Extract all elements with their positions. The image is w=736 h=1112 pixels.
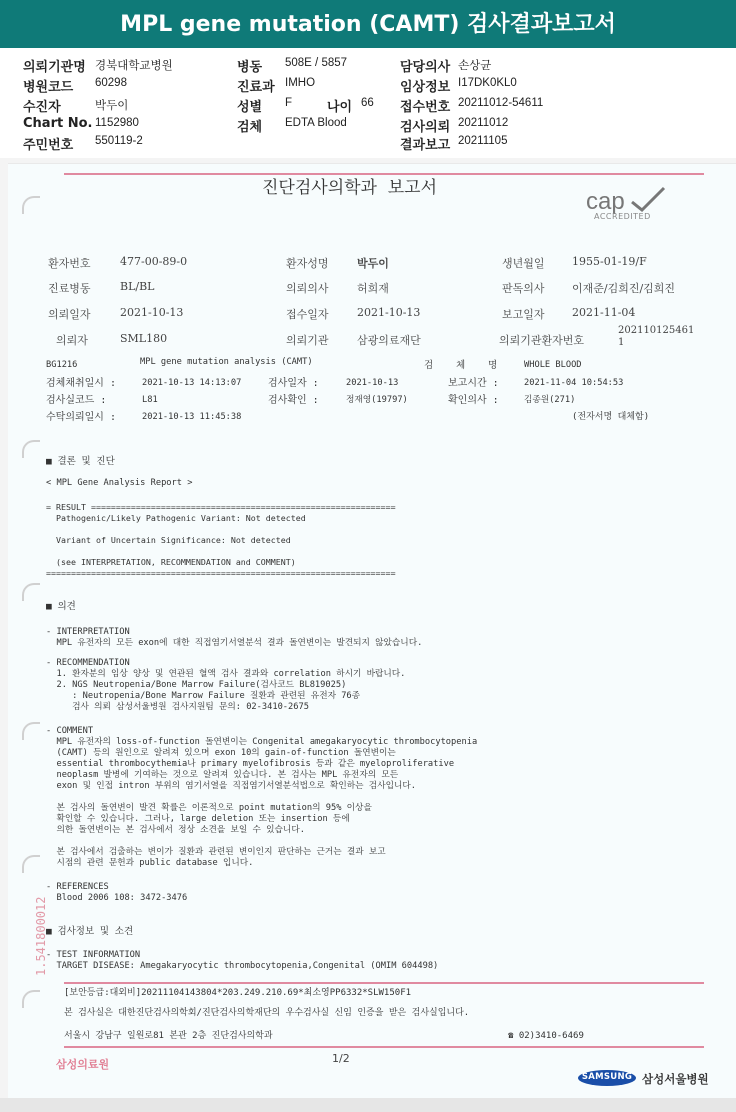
info-value: 202110125461 1: [618, 325, 695, 348]
info-label: 의뢰일자: [48, 308, 91, 321]
label-department: 진료과: [237, 80, 275, 95]
esign-note: (전자서명 대체함): [572, 412, 650, 422]
value-ward: 508E / 5857: [285, 57, 348, 69]
hospital-brand-name: 삼성서울병원: [642, 1072, 709, 1086]
info-value: 2021-10-13: [120, 306, 184, 319]
value-report-date: 20211105: [458, 135, 508, 147]
result-block: = RESULT ============================================================= Pathogenic/Likely Pathogenic Variant: Not detected Variant of Uncertain Significance: Not detected (see INTERPRETATION, RECOMMENDATION and COMMENT) ======================================================================: [46, 502, 396, 578]
info-value: BL/BL: [120, 280, 155, 293]
info-label: 의뢰의사: [286, 282, 329, 295]
value-patient: 박두이: [95, 100, 129, 112]
test-code: BG1216: [46, 360, 78, 370]
value-doctor: 손상균: [458, 60, 492, 72]
specimen-label: 검 체 명: [424, 360, 498, 371]
meta-value: 김종원(271): [524, 395, 576, 405]
value-receipt-no: 20211012-54611: [458, 97, 544, 109]
value-department: IMHO: [285, 77, 316, 89]
label-ward: 병동: [237, 60, 263, 75]
section-test-info-title: ■ 검사정보 및 소견: [46, 926, 134, 937]
comment-block: - COMMENT MPL 유전자의 loss-of-function 돌연변이는 Congenital amegakaryocytic thrombocytopenia (CAMT) 등의 원인으로 알려져 있으며 exon 10의 gain-of-function 돌연변이는 essential thrombocythemia나 primary myelofibrosis 등과 같은 myeloproliferative neoplasm 발병에 기여하는 것으로 알려져 있습니다. 본 검사는 MPL 유전자의 모든 exon 및 인접 intron 부위의 염기서열을 직접염기서열분석법으로 확인하는 검사입니다. 본 검사의 돌연변이 발견 확률은 이론적으로 point mutation의 95% 이상을 확인할 수 있습니다. 그러나, large deletion 또는 insertion 등에 의한 돌연변이는 본 검사에서 정상 소견을 보일 수 있습니다. 본 검사에서 검출하는 변이가 질환과 관련된 변이인지 판단하는 근거는 결과 보고 시점의 관련 문헌과 public database 입니다.: [46, 726, 478, 868]
certification-text: 본 검사실은 대한진단검사의학회/진단검사의학재단의 우수검사실 신임 인증을 받은 검사실입니다.: [64, 1008, 470, 1018]
footer-bottom-rule: [64, 1046, 704, 1048]
info-label: 의뢰자: [56, 334, 88, 347]
interpretation-block: - INTERPRETATION MPL 유전자의 모든 exon에 대한 직접염기서열분석 결과 돌연변이는 발견되지 않았습니다.: [46, 627, 423, 648]
test-information-block: - TEST INFORMATION TARGET DISEASE: Amegakaryocytic thrombocytopenia,Congenital (OMIM 604498): [46, 950, 439, 971]
value-chart-no: 1152980: [95, 117, 139, 129]
phone-text: ☎ 02)3410-6469: [508, 1031, 584, 1041]
recommendation-block: - RECOMMENDATION 1. 환자분의 임상 양상 및 연관된 혈액 검사 결과와 correlation 하시기 바랍니다. 2. NGS Neutropenia/Bone Marrow Failure(검사코드 BL819025) : Neutropenia/Bone Marrow Failure 질환과 관련된 유전자 76종 검사 의뢰 삼성서울병원 검사지원팀 문의: 02-3410-2675: [46, 658, 406, 712]
report-title: MPL gene mutation (CAMT) 검사결과보고서: [120, 12, 616, 37]
label-receipt-no: 접수번호: [400, 100, 451, 115]
meta-label: 검체채취일시 :: [46, 378, 117, 389]
value-institution: 경북대학교병원: [95, 60, 173, 72]
footer-left-logo: 삼성의료원: [56, 1058, 110, 1071]
meta-label: 보고시간 :: [448, 378, 499, 389]
punch-hole-icon: [22, 990, 40, 1008]
value-sex: F: [285, 97, 293, 109]
meta-value: L81: [142, 395, 158, 405]
samsung-logo-text: SAMSUNG: [581, 1072, 633, 1082]
info-value: 477-00-89-0: [120, 255, 188, 268]
value-clinical-info: I17DK0KL0: [458, 77, 517, 89]
value-specimen: EDTA Blood: [285, 117, 347, 129]
info-label: 의뢰기관환자번호: [499, 334, 585, 347]
info-label: 판독의사: [502, 282, 545, 295]
info-value: 2021-10-13: [357, 306, 421, 319]
meta-label: 검사일자 :: [268, 378, 319, 389]
label-specimen: 검체: [237, 120, 263, 135]
label-institution: 의뢰기관명: [23, 60, 86, 75]
checkmark-icon: [628, 186, 668, 214]
punch-hole-icon: [22, 440, 40, 458]
label-report-date: 결과보고: [400, 138, 451, 153]
punch-hole-icon: [22, 583, 40, 601]
label-hospital-code: 병원코드: [23, 80, 74, 95]
info-value: 박두이: [357, 257, 389, 270]
info-value: 이재준/김희진/김희진: [572, 282, 676, 295]
info-label: 환자번호: [48, 257, 91, 270]
label-request-date: 검사의뢰: [400, 120, 451, 135]
info-value: 1955-01-19/F: [572, 255, 647, 268]
meta-value: 2021-10-13 14:13:07: [142, 378, 242, 388]
label-clinical-info: 임상정보: [400, 80, 451, 95]
report-heading: 진단검사의학과 보고서: [262, 178, 438, 198]
info-value: SML180: [120, 332, 168, 345]
info-label: 의뢰기관: [286, 334, 329, 347]
page-number: 1/2: [332, 1052, 350, 1065]
info-label: 진료병동: [48, 282, 91, 295]
info-label: 환자성명: [286, 257, 329, 270]
info-value: 삼광의료재단: [357, 334, 421, 347]
label-patient: 수진자: [23, 100, 61, 115]
meta-value: 2021-10-13: [346, 378, 399, 388]
report-title-bar: [0, 0, 736, 48]
value-request-date: 20211012: [458, 117, 509, 129]
meta-label: 검사확인 :: [268, 395, 319, 406]
samsung-logo: [578, 1070, 636, 1086]
info-value: 2021-11-04: [572, 306, 636, 319]
info-label: 접수일자: [286, 308, 329, 321]
meta-label: 수탁의뢰일시 :: [46, 412, 117, 423]
value-hospital-code: 60298: [95, 77, 127, 89]
cap-accredited-logo: [586, 188, 676, 224]
label-doctor: 담당의사: [400, 60, 451, 75]
meta-value: 2021-11-04 10:54:53: [524, 378, 624, 388]
section-conclusion-title: ■ 결론 및 진단: [46, 456, 115, 467]
label-chart-no: Chart No.: [23, 116, 93, 131]
footer-top-rule: [64, 982, 704, 984]
address-text: 서울시 강남구 일원로81 본관 2층 진단검사의학과: [64, 1031, 273, 1041]
value-resident-no: 550119-2: [95, 135, 143, 147]
info-value: 허희재: [357, 282, 389, 295]
meta-value: 2021-10-13 11:45:38: [142, 412, 242, 422]
patient-header: [0, 48, 736, 158]
references-block: - REFERENCES Blood 2006 108: 3472-3476: [46, 882, 188, 903]
security-line: [보안등급:대외비]20211104143804*203.249.210.69*최소영PP6332*SLW150F1: [64, 988, 412, 998]
specimen-value: WHOLE BLOOD: [524, 360, 582, 370]
meta-value: 정재영(19797): [346, 395, 408, 405]
analysis-report-subtitle: < MPL Gene Analysis Report >: [46, 478, 193, 488]
side-serial-number: 1.541800012: [34, 896, 48, 976]
cap-sub-text: ACCREDITED: [594, 212, 651, 221]
punch-hole-icon: [22, 196, 40, 214]
value-age: 66: [361, 97, 374, 109]
section-opinion-title: ■ 의견: [46, 601, 76, 612]
cap-logo-text: cap: [586, 188, 625, 215]
meta-label: 확인의사 :: [448, 395, 499, 406]
punch-hole-icon: [22, 722, 40, 740]
punch-hole-icon: [22, 855, 40, 873]
label-sex: 성별: [237, 100, 263, 115]
meta-label: 검사실코드 :: [46, 395, 107, 406]
info-label: 생년월일: [502, 257, 545, 270]
test-name: MPL gene mutation analysis (CAMT): [140, 357, 313, 367]
page-bottom-bar: [0, 1098, 736, 1112]
label-age: 나이: [327, 100, 353, 115]
label-resident-no: 주민번호: [23, 138, 74, 153]
info-label: 보고일자: [502, 308, 545, 321]
